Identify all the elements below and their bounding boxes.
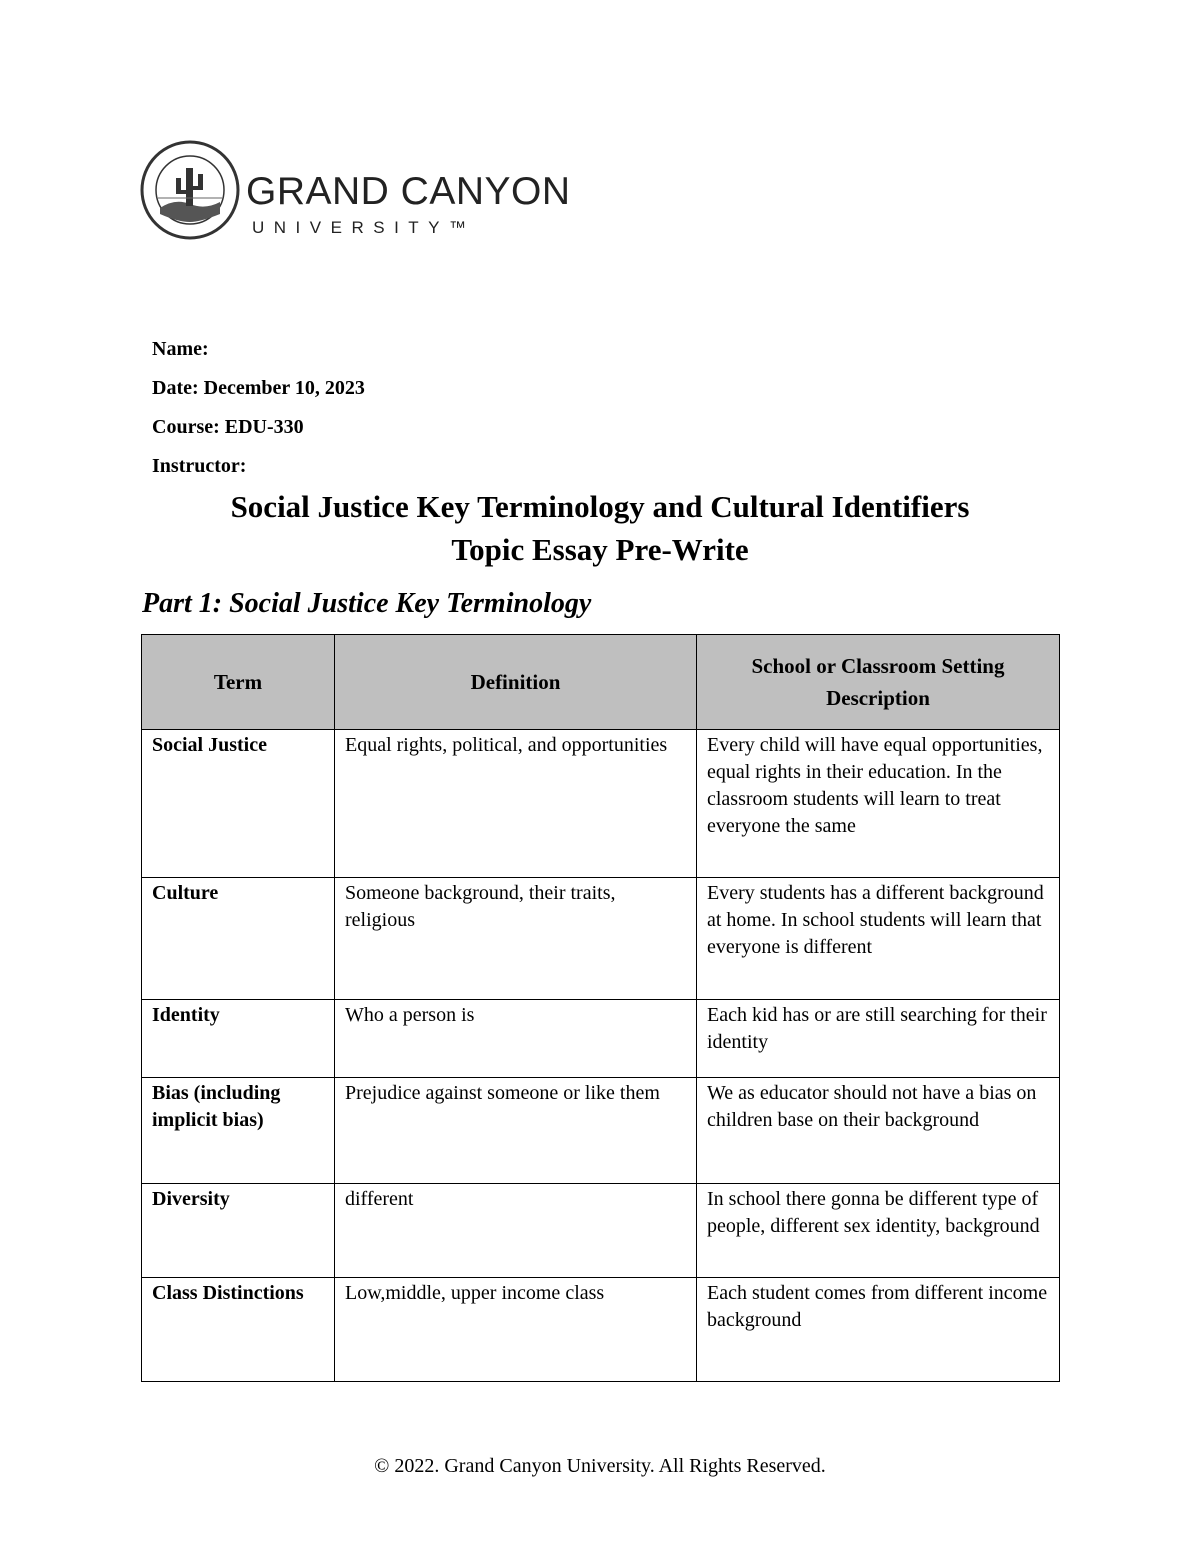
description-cell: Every students has a different background at home. In school students will learn that everyone is different [697,878,1060,1000]
table-row [142,1278,1060,1382]
header-definition: Definition [335,635,697,730]
description-cell: Every child will have equal opportunities, equal rights in their education. In the classroom students will learn to treat everyone the same [697,730,1060,878]
name-field: Name: [152,338,209,360]
university-seal-icon [140,140,240,240]
table-row [142,730,1060,878]
title-line-2: Topic Essay Pre-Write [451,532,749,567]
university-logo [140,140,580,240]
description-cell: We as educator should not have a bias on children base on their background [697,1078,1060,1184]
definition-cell: Someone background, their traits, religious [335,878,697,1000]
term-cell: Identity [142,1000,335,1078]
description-cell: Each kid has or are still searching for their identity [697,1000,1060,1078]
date-field: Date: December 10, 2023 [152,377,365,399]
course-field: Course: EDU-330 [152,416,304,438]
part-1-heading: Part 1: Social Justice Key Terminology [142,588,592,619]
description-cell: In school there gonna be different type of people, different sex identity, background [697,1184,1060,1278]
term-cell: Culture [142,878,335,1000]
logo-wordmark-line2: UNIVERSITY™ [252,218,476,237]
student-info [152,330,365,486]
terminology-table [141,634,1060,1382]
table-row [142,1000,1060,1078]
definition-cell: Prejudice against someone or like them [335,1078,697,1184]
term-cell: Bias (including implicit bias) [142,1078,335,1184]
definition-cell: Who a person is [335,1000,697,1078]
term-cell: Diversity [142,1184,335,1278]
header-term: Term [142,635,335,730]
table-header-row [142,635,1060,730]
term-cell: Class Distinctions [142,1278,335,1382]
instructor-field: Instructor: [152,455,247,477]
document-title [0,485,1200,571]
definition-cell: Low,middle, upper income class [335,1278,697,1382]
definition-cell: different [335,1184,697,1278]
header-description: School or Classroom Setting Description [697,635,1060,730]
table-row [142,1078,1060,1184]
copyright-footer: © 2022. Grand Canyon University. All Rights Reserved. [374,1455,826,1477]
term-cell: Social Justice [142,730,335,878]
logo-wordmark-line1: GRAND CANYON [246,170,571,213]
description-cell: Each student comes from different income background [697,1278,1060,1382]
title-line-1: Social Justice Key Terminology and Cultural Identifiers [230,489,970,524]
definition-cell: Equal rights, political, and opportunities [335,730,697,878]
table-row [142,1184,1060,1278]
table-row [142,878,1060,1000]
